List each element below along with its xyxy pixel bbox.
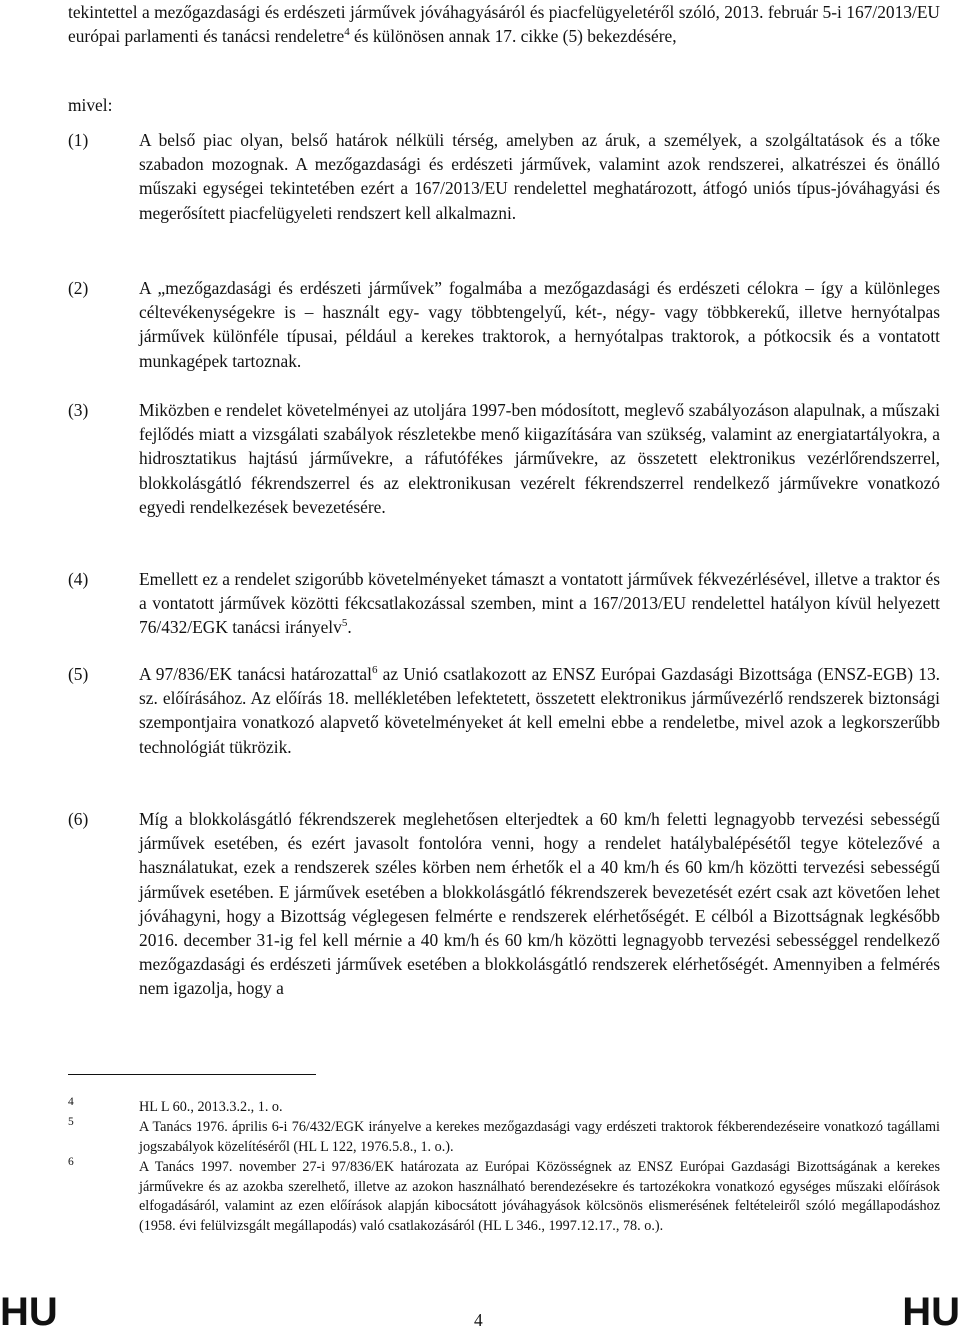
footnote-6 [68,1158,940,1236]
language-code-left: HU [0,1290,58,1334]
recital-number: (2) [68,278,89,298]
intro-paragraph [68,0,940,48]
recital-text: Míg a blokkolásgátló fékrendszerek meglehetősen elterjedtek a 60 km/h feletti legnagyobb tervezési sebességű járművek esetében, és ezért javasolt fontolóra venni, hogy a rendelet hatálybalépésétől tegye kötelezővé a használatukat, ezek a rendszerek széles körben nem érhetők el a 40 km/h és 60 km/h közötti tervezési sebességű járművek esetében. E járművek esetében a blokkolásgátló fékrendszerek bevezetését ezért csak azt követően lehet jóváhagyni, hogy a Bizottság véglegesen felmérte e rendszerek elérhetőségét. E célból a Bizottságnak legkésőbb 2016. december 31-ig fel kell mérnie a 40 km/h és 60 km/h közötti legnagyobb tervezési sebességgel rendelkező mezőgazdasági és erdészeti járművek esetében a blokkolásgátló rendszerek elérhetőségét. Amennyiben a felmérés nem igazolja, hogy a [139,809,940,999]
recital-text: A „mezőgazdasági és erdészeti járművek” fogalmába a mezőgazdasági és erdészeti célokra – így a különleges céltevékenységekre is – használt egy- vagy többtengelyű, két-, négy- vagy többkerekű, illetve hernyótalpas járművek különféle típusai, például a kerekes traktorok, a hernyótalpas traktorok, a pótkocsik és a vontatott munkagépek tartoznak. [139,278,940,371]
footnote-4 [68,1098,940,1118]
recital-4 [68,567,940,640]
recital-text [139,662,940,759]
language-code-right: HU [902,1290,960,1334]
footnote-ref-5[interactable]: 5 [341,617,348,630]
recital-5-tail: az Unió csatlakozott az ENSZ Európai Gazdasági Bizottsága (ENSZ-EGB) 13. sz. előírásához. Az előírás 18. mellékletében lefektetett, összetett elektronikus járművezérlő rendszerek biztonsági szempontjaira vonatkozó alapvető követelményeket át kell emelni ebbe a rendeletbe, mivel azok a legkorszerűbb technológiát tükrözik. [139,664,941,757]
recital-2 [68,276,940,373]
footnote-text: A Tanács 1976. április 6-i 76/432/EGK irányelve a kerekes mezőgazdasági vagy erdészeti traktorok fékberendezéseire vonatkozó tagállami jogszabályok közelítéséről (HL L 122, 1976.5.8., 1. o.). [139,1119,940,1155]
recital-4-tail: . [347,617,352,638]
recital-6 [68,807,940,1001]
page-number: 4 [474,1310,483,1330]
recital-text [139,567,940,640]
intro-text-b: és különösen annak 17. cikke (5) bekezdésére, [349,26,677,46]
recital-1 [68,128,940,225]
recital-5 [68,662,940,759]
footnote-text: HL L 60., 2013.3.2., 1. o. [139,1099,283,1115]
recital-5-text: A 97/836/EK tanácsi határozattal [139,664,372,684]
recital-text: Miközben e rendelet követelményei az utoljára 1997-ben módosított, meglevő szabályozáson alapulnak, a műszaki fejlődés miatt a vizsgálati szabályok részletekbe menő kiigazítására van szükség, valamint az energiatartályokra, a hidrosztatikus hajtású járművekre, a ráfutófékes járművekre, az összetett elektronikus vezérlőrendszerrel, blokkolásgátló fékrendszerrel és az elektronikusan vezérelt fékrendszerrel rendelkező járművekre vonatkozó egyedi rendelkezések bevezetésére. [139,400,940,517]
recital-number: (3) [68,400,89,420]
footnote-separator [68,1074,316,1075]
footnote-number: 5 [68,1116,74,1128]
recital-3 [68,398,940,519]
recital-number: (4) [68,569,89,589]
intro-text-a: tekintettel a mezőgazdasági és erdészeti járművek jóváhagyásáról és piacfelügyeletéről szóló, 2013. február 5-i 167/2013/EU európai parlamenti és tanácsi rendeletre [68,2,940,46]
footnote-number: 6 [68,1156,74,1168]
footnote-number: 4 [68,1096,74,1108]
footnote-5 [68,1118,940,1157]
footnote-ref-6[interactable]: 6 [371,664,378,677]
recital-4-text: Emellett ez a rendelet szigorúbb követelményeket támaszt a vontatott járművek fékvezérlésével, illetve a traktor és a vontatott járművek közötti fékcsatlakozással szemben, mint a 167/2013/EU rendelettel hatályon kívül helyezett 76/432/EGK tanácsi irányelv [139,569,940,638]
recital-number: (6) [68,809,89,829]
whereas-heading: mivel: [68,95,113,115]
recital-text: A belső piac olyan, belső határok nélküli térség, amelyben az áruk, a személyek, a szolgáltatások és a tőke szabadon mozognak. A mezőgazdasági és erdészeti járművek, valamint azok rendszerei, alkatrészei és önálló műszaki egységei tekintetében ezért a 167/2013/EU rendelettel meghatározott, átfogó uniós típus-jóváhagyási és megerősített piacfelügyeleti rendszert kell alkalmazni. [139,130,940,223]
footnote-ref-4[interactable]: 4 [344,26,350,39]
recital-number: (5) [68,664,89,684]
recital-number: (1) [68,130,89,150]
footnote-text: A Tanács 1997. november 27-i 97/836/EK határozata az Európai Közösségnek az ENSZ Európai Gazdasági Bizottságának a kerekes járművekre és az azokba szerelhető, illetve az azokon használható berendezésekre és tartozékokra vonatkozó egységes műszaki előírások elfogadásáról, valamint az ezen előírások alapján kibocsátott jóváhagyások kölcsönös elismerésének feltételeiről szóló megállapodáshoz (1958. évi felülvizsgált megállapodás) való csatlakozásáról (HL L 346., 1997.12.17., 78. o.). [139,1159,940,1234]
